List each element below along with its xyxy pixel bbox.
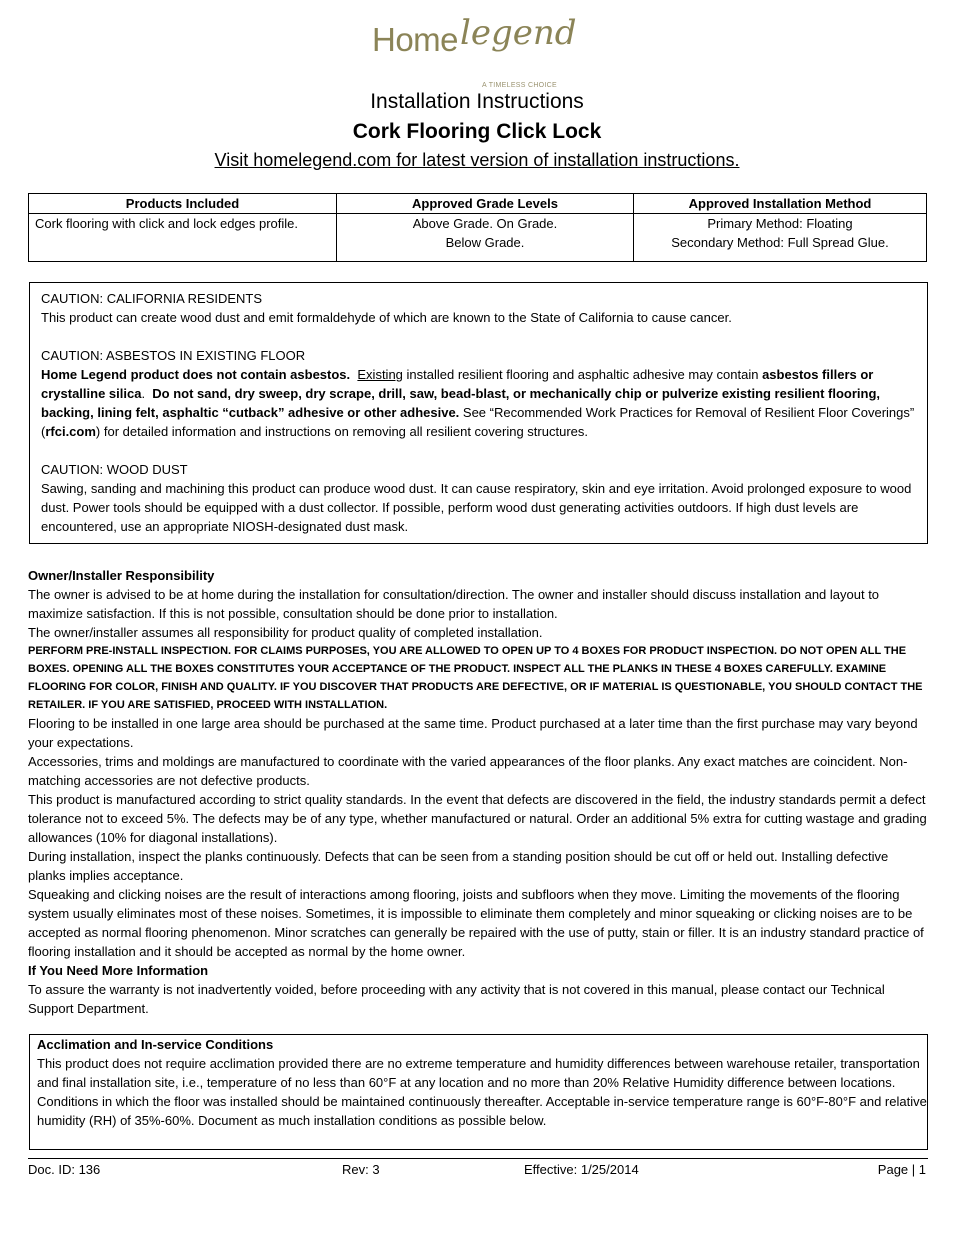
owner-paragraph-1: The owner is advised to be at home during the installation for consultation/direction. The owner and installer should discuss installation and layout to maximize satisfaction. If this is not possible, consultation should be done prior to installation. xyxy=(28,587,880,621)
owner-paragraph-4: Accessories, trims and moldings are manufactured to coordinate with the varied appearances of the floor planks. Any exact matches are coincident. Non-matching accessories are not defective products. xyxy=(28,754,908,788)
summary-table-header-row xyxy=(29,194,927,214)
footer-doc-id: Doc. ID: 136 xyxy=(28,1162,101,1177)
method-line-1: Primary Method: Floating xyxy=(707,216,853,231)
summary-table-row xyxy=(29,214,927,262)
acclimation-heading: Acclimation and In-service Conditions xyxy=(37,1037,274,1052)
footer-page-number: Page | 1 xyxy=(877,1162,926,1177)
logo-legend-text: legend xyxy=(460,13,577,53)
inspection-notice: PERFORM PRE-INSTALL INSPECTION. FOR CLAIMS PURPOSES, YOU ARE ALLOWED TO OPEN UP TO 4 BOXES FOR PRODUCT INSPECTION. DO NOT OPEN ALL THE BOXES. OPENING ALL THE BOXES CONSTITUTES YOUR ACCEPTANCE OF THE PRODUCT. INSPECT ALL THE PLANKS IN THESE 4 BOXES CAREFULLY. EXAMINE FLOORING FOR COLOR, FINISH AND QUALITY. IF YOU DISCOVER THAT PRODUCTS ARE DEFECTIVE, OR IF MATERIAL IS QUESTIONABLE, YOU SHOULD CONTACT THE RETAILER. IF YOU ARE SATISFIED, PROCEED WITH INSTALLATION. xyxy=(28,645,923,711)
page-title: Installation Instructions xyxy=(370,90,584,113)
owner-paragraph-2: The owner/installer assumes all responsibility for product quality of completed installation. xyxy=(28,625,543,640)
asbestos-text: Home Legend product does not contain asbestos. Existing installed resilient flooring and asphaltic adhesive may contain asbestos fillers or crystalline silica. Do not sand, dry sweep, dry scrape, drill, saw, bead-blast, or mechanically chip or pulverize existing resilient flooring, backing, lining felt, asphaltic “cutback” adhesive or other adhesive. See “Recommended Work Practices for Removal of Resilient Floor Coverings” (rfci.com) for detailed information and instructions on removing all resilient covering structures. xyxy=(41,367,915,439)
grade-line-2: Below Grade. xyxy=(445,235,525,250)
more-info-text: To assure the warranty is not inadvertently voided, before proceeding with any activity that is not covered in this manual, please contact our Technical Support Department. xyxy=(28,982,885,1016)
more-info-heading: If You Need More Information xyxy=(28,963,209,978)
visit-website-link[interactable]: Visit homelegend.com for latest version of installation instructions. xyxy=(214,150,740,170)
wood-dust-text: Sawing, sanding and machining this product can produce wood dust. It can cause respiratory, skin and eye irritation. Avoid prolonged exposure to wood dust. Power tools should be equipped with a dust collector. If possible, perform wood dust generating activities outdoors. If high dust levels are encountered, use an appropriate NIOSH-designated dust mask. xyxy=(41,481,912,534)
footer-divider xyxy=(28,1158,928,1159)
owner-paragraph-3: Flooring to be installed in one large area should be purchased at the same time. Product purchased at a later time than the first purchase may vary beyond your expectations. xyxy=(28,716,918,750)
summary-table xyxy=(28,193,927,262)
owner-paragraph-5: This product is manufactured according to strict quality standards. In the event that defects are discovered in the field, the industry standards permit a defect tolerance not to exceed 5%. The defects may be of any type, whether manufactured or natural. Order an additional 5% extra for cutting wastage and grading allowances (10% for diagonal installations). xyxy=(28,792,927,845)
acclimation-box xyxy=(29,1034,928,1150)
owner-paragraph-6: During installation, inspect the planks continuously. Defects that can be seen from a standing position should be cut off or held out. Installing defective planks implies acceptance. xyxy=(28,849,889,883)
product-title: Cork Flooring Click Lock xyxy=(352,120,602,143)
logo-tagline: A TIMELESS CHOICE xyxy=(482,82,557,89)
acclimation-text: This product does not require acclimation provided there are no extreme temperature and humidity differences between warehouse retailer, transportation and final installation site, i.e., temperature of no less than 60°F at any location and no more than 20% Relative Humidity difference between locations. Conditions in which the floor was installed should be maintained continuously thereafter. Acceptable in-service temperature range is 60°F-80°F and relative humidity (RH) of 35%-60%. Document as much installation conditions as possible below. xyxy=(37,1056,927,1128)
grade-line-1: Above Grade. On Grade. xyxy=(412,216,558,231)
owner-paragraph-7: Squeaking and clicking noises are the result of interactions among flooring, joists and subfloors when they move. Limiting the movements of the flooring system usually eliminates most of these noises. Sometimes, it is impossible to eliminate them completely and minor squeaking or clicking noises are to be accepted as normal flooring phenomenon. Minor scratches can generally be repaired with the use of putty, stain or filler. It is an industry standard practice of flooring installation and it should be accepted as normal by the home owner. xyxy=(28,887,924,959)
cell-products-included: Cork flooring with click and lock edges profile. xyxy=(29,214,337,262)
owner-heading: Owner/Installer Responsibility xyxy=(28,568,215,583)
california-heading: CAUTION: CALIFORNIA RESIDENTS xyxy=(41,291,263,306)
asbestos-heading: CAUTION: ASBESTOS IN EXISTING FLOOR xyxy=(41,348,306,363)
header-grade-levels: Approved Grade Levels xyxy=(337,194,634,214)
cell-installation-method xyxy=(634,214,927,262)
footer-revision: Rev: 3 xyxy=(342,1162,380,1177)
logo-home-text: Home xyxy=(372,21,459,58)
owner-responsibility-section xyxy=(28,566,928,1018)
cell-grade-levels xyxy=(337,214,634,262)
caution-box xyxy=(29,282,928,544)
wood-dust-heading: CAUTION: WOOD DUST xyxy=(41,462,188,477)
home-legend-logo xyxy=(372,13,582,94)
california-text: This product can create wood dust and emit formaldehyde of which are known to the State of California to cause cancer. xyxy=(41,310,732,325)
header-products-included: Products Included xyxy=(29,194,337,214)
footer-effective-date: Effective: 1/25/2014 xyxy=(524,1162,639,1177)
header-installation-method: Approved Installation Method xyxy=(634,194,927,214)
rfci-link[interactable]: rfci.com xyxy=(45,424,96,439)
method-line-2: Secondary Method: Full Spread Glue. xyxy=(671,235,889,250)
